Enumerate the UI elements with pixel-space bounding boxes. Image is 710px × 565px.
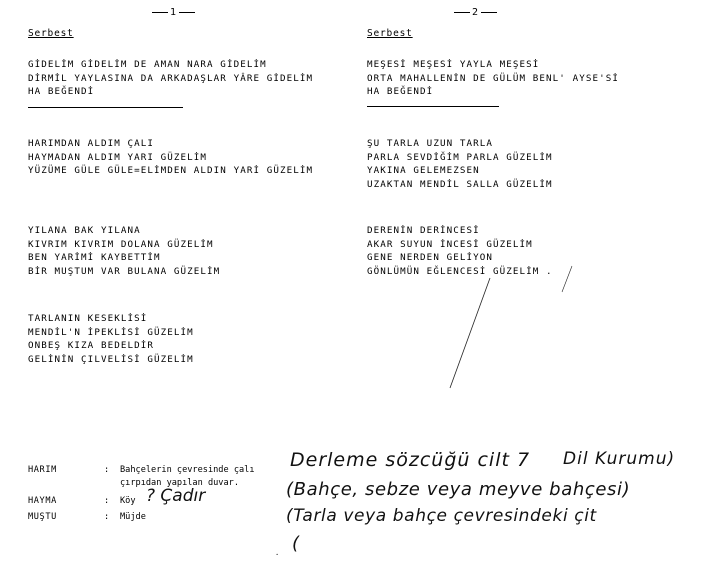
verse-line: HAYMADAN ALDIM YARI GÜZELİM <box>28 151 208 163</box>
verse-line: ORTA MAHALLENİN DE GÜLÜM BENL' AYSE'Sİ <box>367 72 619 84</box>
verse-line: ŞU TARLA UZUN TARLA <box>367 138 493 149</box>
verse-line: GÖNLÜMÜN EĞLENCESİ GÜZELİM . <box>367 265 553 277</box>
verse-line: PARLA SEVDİĞİM PARLA GÜZELİM <box>367 151 553 163</box>
verse-line: YÜZÜME GÜLE GÜLE=ELİMDEN ALDIN YARİ GÜZELİM <box>28 165 314 176</box>
glossary-term: HARIM <box>28 465 57 475</box>
verse-line: MENDİL'N İPEKLİSİ GÜZELİM <box>28 326 194 338</box>
verse-line: ONBEŞ KIZA BEDELDİR <box>28 340 154 351</box>
verse-line: YILANA BAK YILANA <box>28 225 141 236</box>
glossary-definition-continued: çırpıdan yapılan duvar. <box>120 478 239 488</box>
verse-line: AKAR SUYUN İNCESİ GÜZELİM <box>367 238 533 250</box>
verse-line: BEN YARİMİ KAYBETTİM <box>28 252 161 263</box>
verse-line: GELİNİN ÇILVELİSİ GÜZELİM <box>28 353 194 365</box>
right-heading: Serbest <box>367 28 413 39</box>
handwritten-note-3: (Tarla veya bahçe çevresindeki çit <box>286 506 597 526</box>
handwritten-note-1b: Dil Kurumu) <box>563 449 676 469</box>
verse-line: BİR MUŞTUM VAR BULANA GÜZELİM <box>28 265 221 277</box>
handwritten-dot: . <box>276 548 279 558</box>
verse-line: GENE NERDEN GELİYON <box>367 252 493 263</box>
glossary-separator: : <box>104 465 110 475</box>
page-number-left: 1 <box>150 7 197 18</box>
glossary-definition: Köy <box>120 496 136 506</box>
verse-line: KIVRIM KIVRIM DOLANA GÜZELİM <box>28 238 214 250</box>
verse-line: UZAKTAN MENDİL SALLA GÜZELİM <box>367 178 553 190</box>
verse-line: TARLANIN KESEKLİSİ <box>28 313 148 324</box>
verse-line: HA BEĞENDİ <box>28 86 95 97</box>
glossary-term: HAYMA <box>28 496 57 506</box>
glossary-definition: Müjde <box>120 512 146 522</box>
glossary-definition: Bahçelerin çevresinde çalı <box>120 465 255 475</box>
left-heading: Serbest <box>28 28 74 39</box>
handwritten-note-1: Derleme sözcüğü cilt 7 <box>290 449 531 471</box>
handwritten-hayma-note: ? Çadır <box>146 486 206 506</box>
handwritten-note-2: (Bahçe, sebze veya meyve bahçesi) <box>286 479 631 500</box>
verse-line: DERENİN DERİNCESİ <box>367 225 480 236</box>
verse-line: GİDELİM GİDELİM DE AMAN NARA GİDELİM <box>28 59 267 70</box>
verse-line: DİRMİL YAYLASINA DA ARKADAŞLAR YÂRE GİDELİM <box>28 72 314 84</box>
glossary-term: MUŞTU <box>28 512 57 522</box>
verse-line: HARIMDAN ALDIM ÇALI <box>28 138 154 149</box>
verse-line: MEŞESİ MEŞESİ YAYLA MEŞESİ <box>367 59 540 70</box>
page-number-right: 2 <box>452 7 499 18</box>
glossary-separator: : <box>104 512 110 522</box>
handwritten-note-4: ( <box>292 533 300 554</box>
verse-line: YAKINA GELEMEZSEN <box>367 165 480 176</box>
verse-line: HA BEĞENDİ <box>367 86 434 97</box>
glossary-separator: : <box>104 496 110 506</box>
